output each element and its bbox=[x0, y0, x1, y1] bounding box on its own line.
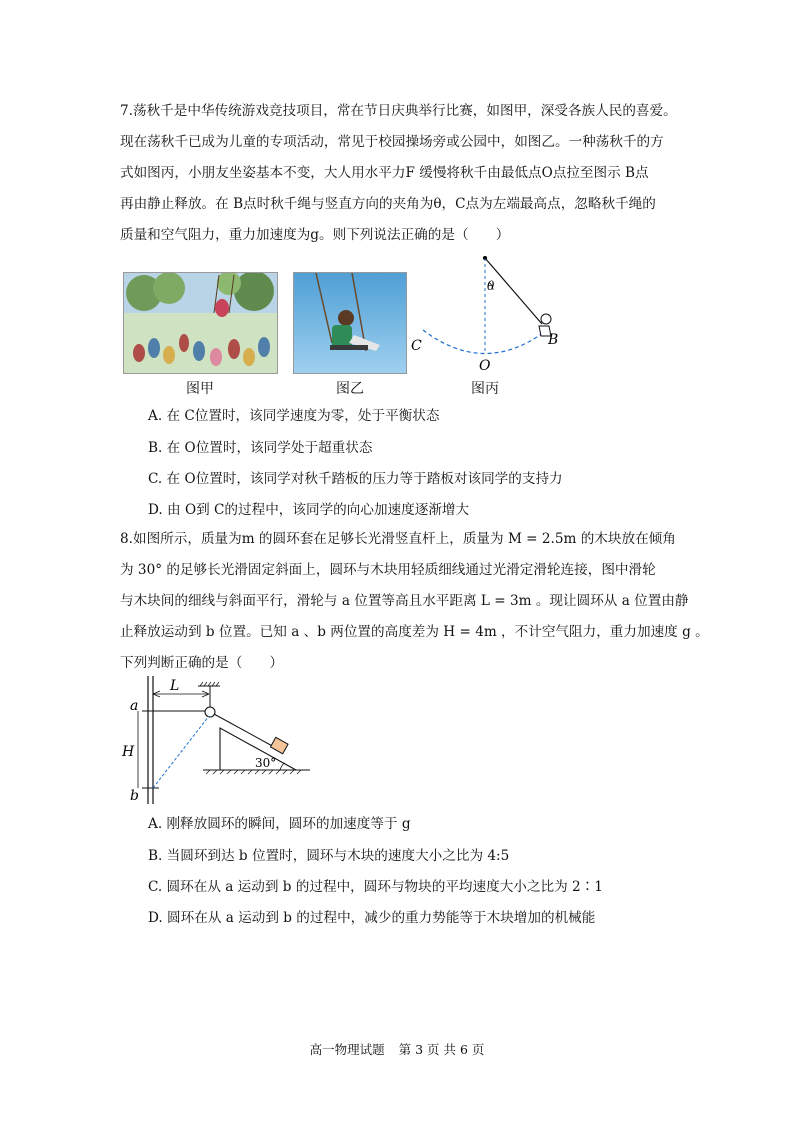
q8-option-b: B. 当圆环到达 b 位置时，圆环与木块的速度大小之比为 4:5 bbox=[148, 848, 510, 864]
footer-page-number: 第 3 页 共 6 页 bbox=[398, 1042, 485, 1057]
question-8-stem bbox=[120, 524, 709, 679]
string-dashed-final bbox=[153, 716, 209, 788]
pulley bbox=[205, 707, 215, 717]
q8-option-a: A. 刚释放圆环的瞬间，圆环的加速度等于 g bbox=[148, 816, 411, 832]
label-h: H bbox=[122, 744, 135, 760]
label-c: C bbox=[411, 338, 422, 354]
page-footer bbox=[0, 1040, 794, 1058]
q7-option-d: D. 由 O到 C的过程中，该同学的向心加速度逐渐增大 bbox=[148, 502, 470, 518]
label-theta: θ bbox=[487, 279, 495, 293]
figure-yi-photo bbox=[293, 272, 407, 374]
label-b: b bbox=[130, 788, 139, 804]
stem-line: 8.如图所示，质量为m 的圆环套在足够长光滑竖直杆上，质量为 M = 2.5m 的木块放在倾角 bbox=[120, 531, 676, 547]
figure-jia-painting bbox=[123, 272, 278, 374]
q7-option-b: B. 在 O位置时，该同学处于超重状态 bbox=[148, 440, 373, 456]
stem-line: 再由静止释放。在 B点时秋千绳与竖直方向的夹角为θ，C点为左端最高点，忽略秋千绳的 bbox=[120, 196, 656, 212]
figure-bing-diagram bbox=[405, 252, 580, 377]
figure-bing-caption: 图丙 bbox=[471, 381, 499, 397]
q7-option-c: C. 在 O位置时，该同学对秋千踏板的压力等于踏板对该同学的支持力 bbox=[148, 471, 563, 487]
stem-line: 现在荡秋千已成为儿童的专项活动，常见于校园操场旁或公园中，如图乙。一种荡秋千的方 bbox=[120, 134, 664, 150]
stem-line: 下列判断正确的是（ ） bbox=[120, 655, 284, 671]
figure-ring-pulley-incline bbox=[118, 676, 318, 806]
stem-line: 止释放运动到 b 位置。已知 a 、b 两位置的高度差为 H = 4m ，不计空气阻力，重力加速度 g 。 bbox=[120, 624, 709, 640]
label-l: L bbox=[170, 678, 180, 694]
child-head bbox=[541, 314, 551, 324]
q8-option-d: D. 圆环在从 a 运动到 b 的过程中，减少的重力势能等于木块增加的机械能 bbox=[148, 910, 596, 926]
footer-subject: 高一物理试题 bbox=[309, 1042, 385, 1057]
stem-line: 与木块间的细线与斜面平行，滑轮与 a 位置等高且水平距离 L = 3m 。现让圆环从 a 位置由静 bbox=[120, 593, 689, 609]
question-7-stem bbox=[120, 96, 680, 251]
label-b: B bbox=[548, 332, 559, 348]
label-o: O bbox=[479, 358, 491, 374]
figure-yi-caption: 图乙 bbox=[336, 381, 364, 397]
label-a: a bbox=[130, 698, 139, 714]
figure-jia-caption: 图甲 bbox=[186, 381, 214, 397]
q8-option-c: C. 圆环在从 a 运动到 b 的过程中，圆环与物块的平均速度大小之比为 2∶1 bbox=[148, 879, 603, 895]
stem-line: 7.荡秋千是中华传统游戏竞技项目，常在节日庆典举行比赛，如图甲，深受各族人民的喜爱。 bbox=[120, 103, 677, 119]
wooden-block bbox=[270, 737, 288, 753]
stem-line: 质量和空气阻力，重力加速度为g。则下列说法正确的是（ ） bbox=[120, 227, 510, 243]
stem-line: 为 30° 的足够长光滑固定斜面上，圆环与木块用轻质细线通过光滑定滑轮连接，图中滑轮 bbox=[120, 562, 656, 578]
label-angle: 30° bbox=[255, 756, 277, 770]
q7-option-a: A. 在 C位置时，该同学速度为零，处于平衡状态 bbox=[148, 408, 440, 424]
string-to-block bbox=[214, 714, 276, 748]
stem-line: 式如图丙，小朋友坐姿基本不变，大人用水平力F 缓慢将秋千由最低点O点拉至图示 B点 bbox=[120, 165, 649, 181]
